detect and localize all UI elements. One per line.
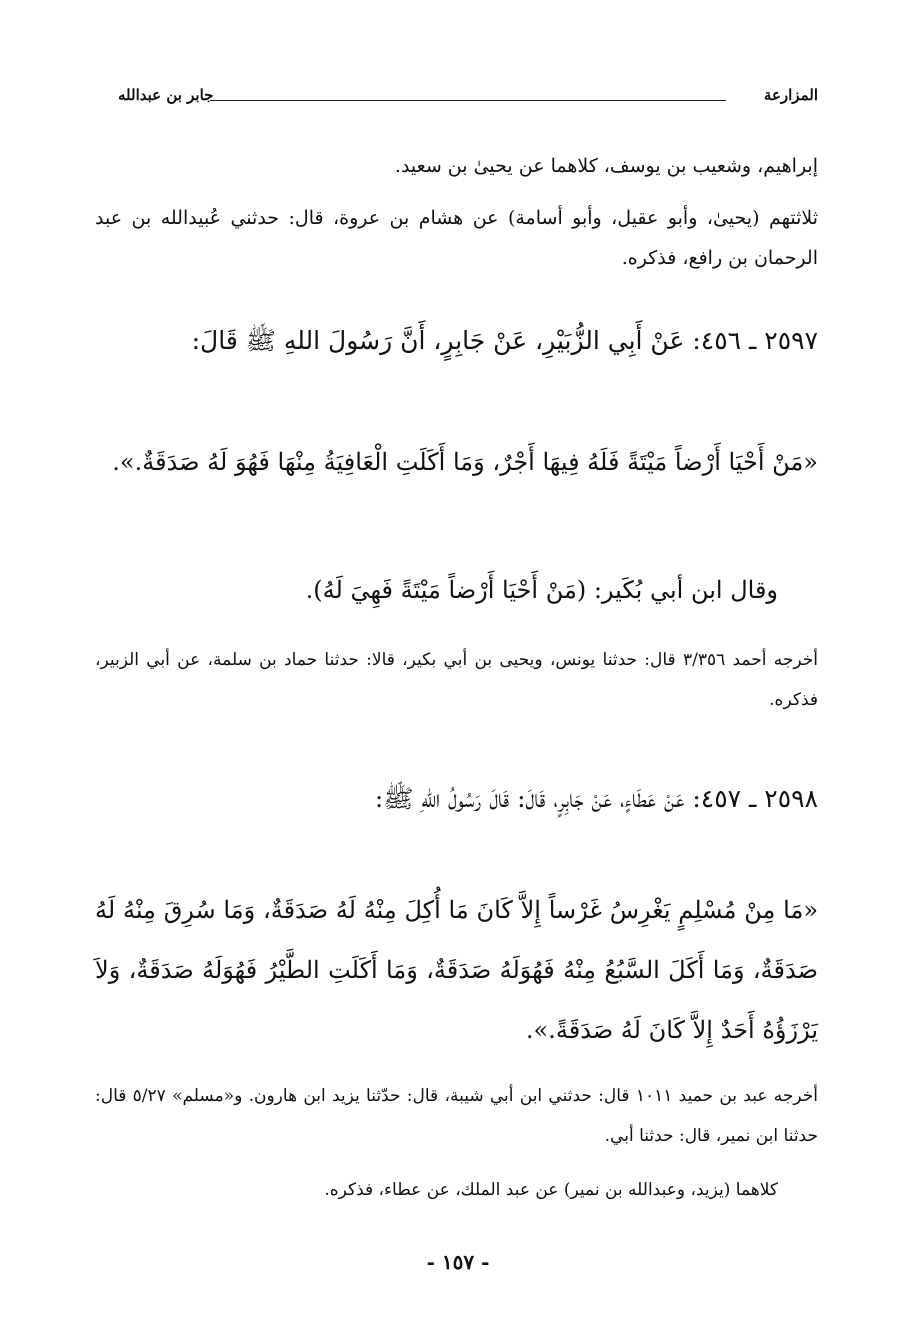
paragraph-chain: ثلاثتهم (يحيىٰ، وأبو عقيل، وأبو أسامة) عن هشام بن عروة، قال: حدثني عُبيدالله بن عبد الرحمان بن رافع، فذكره. [95,207,818,269]
header-rule [210,100,726,101]
hadith-2597-takhrij: أخرجه أحمد ٣/٣٥٦ قال: حدثنا يونس، ويحيى بن أبي بكير، قالا: حدثنا حماد بن سلمة، عن أبي الزبير، فذكره. [95,650,818,710]
header-chapter: المزارعة [763,86,818,104]
header-narrator: جابر بن عبدالله [118,86,214,104]
page-number: - ١٥٧ - [426,1250,490,1274]
hadith-2598-text: «مَا مِنْ مُسْلِمٍ يَغْرِسُ غَرْساً إِلاَّ كَانَ مَا أُكِلَ مِنْهُ لَهُ صَدَقَةٌ، وَمَا سُرِقَ مِنْهُ لَهُ صَدَقَةٌ، وَمَا أَكَلَ السَّبُعُ مِنْهُ فَهُوَلَهُ صَدَقَةٌ، وَمَا أَكَلَتِ الطَّيْرُ فَهُوَلَهُ صَدَقَةٌ، وَلاَ يَرْزَؤُهُ أَحَدٌ إِلاَّ كَانَ لَهُ صَدَقَةً.». [95,896,818,1044]
running-header [118,86,818,114]
hadith-2598-takhrij-cont: كلاهما (يزيد، وعبدالله بن نمير) عن عبد الملك، عن عطاء، فذكره. [324,1180,778,1200]
paragraph-continuation: إبراهيم، وشعيب بن يوسف، كلاهما عن يحيىٰ بن سعيد. [394,155,818,177]
hadith-2597-variant: وقال ابن أبي بُكَير: (مَنْ أَحْيَا أَرْضاً مَيْتَةً فَهِيَ لَهُ). [305,576,778,604]
hadith-2598-takhrij: أخرجه عبد بن حميد ١٠١١ قال: حدثني ابن أبي شيبة، قال: حدّثنا يزيد ابن هارون. و«مسلم» ٥/٢٧ قال: حدثنا ابن نمير، قال: حدثنا أبي. [95,1086,819,1146]
hadith-2597-text: «مَنْ أَحْيَا أَرْضاً مَيْتَةً فَلَهُ فِيهَا أَجْرٌ، وَمَا أَكَلَتِ الْعَافِيَةُ مِنْهَا فَهُوَ لَهُ صَدَقَةٌ.». [112,448,818,476]
hadith-2597-heading: ٢٥٩٧ ـ ٤٥٦: عَنْ أَبِي الزُّبَيْرِ، عَنْ جَابِرٍ، أَنَّ رَسُولَ اللهِ ﷺ قَالَ: [191,326,818,355]
hadith-2598-heading: ٢٥٩٨ ـ ٤٥٧: عَنْ عَطَاءٍ، عَنْ جَابِرٍ، قَالَ: قَالَ رَسُولُ اللهِ ﷺ: [374,784,818,813]
